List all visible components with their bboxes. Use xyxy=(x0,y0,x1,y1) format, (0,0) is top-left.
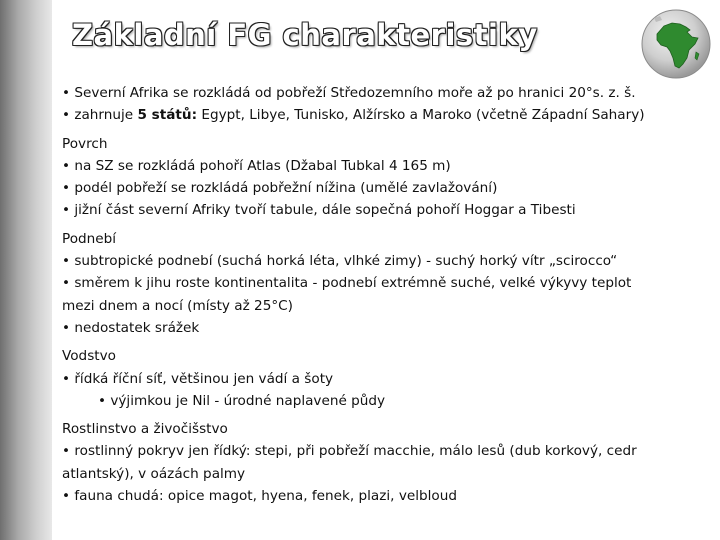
section-heading-vodstvo: Vodstvo xyxy=(62,348,116,365)
podnebi-item: • subtropické podnebí (suchá horká léta, vlhké zimy) - suchý horký vítr „scirocco“ xyxy=(62,253,618,270)
intro-item-2-rest: Egypt, Libye, Tunisko, Alžírsko a Maroko (včetně Západní Sahary) xyxy=(197,107,645,124)
podnebi-item: • směrem k jihu roste kontinentalita - podnebí extrémně suché, velké výkyvy teplot xyxy=(62,275,632,292)
rostlinstvo-item: atlantský), v oázách palmy xyxy=(62,465,246,482)
main-content xyxy=(62,82,714,507)
vodstvo-item: • řídká říční síť, většinou jen vádí a šoty xyxy=(62,370,334,387)
vodstvo-subitem: • výjimkou je Nil - úrodné naplavené půdy xyxy=(98,392,386,409)
page-title: Základní FG charakteristiky xyxy=(72,18,538,52)
sidebar-decoration xyxy=(0,0,52,540)
podnebi-item: • nedostatek srážek xyxy=(62,319,200,336)
povrch-item: • podél pobřeží se rozkládá pobřežní nížina (umělé zavlažování) xyxy=(62,180,498,197)
intro-item-2-bold: 5 států: xyxy=(137,107,198,124)
povrch-item: • na SZ se rozkládá pohoří Atlas (Džabal Tubkal 4 165 m) xyxy=(62,157,451,174)
section-heading-podnebi: Podnebí xyxy=(62,230,117,247)
africa-globe-icon xyxy=(640,8,712,80)
section-podnebi xyxy=(62,228,714,339)
intro-item-2 xyxy=(62,104,714,126)
intro-item-1: • Severní Afrika se rozkládá od pobřeží Středozemního moře až po hranici 20°s. z. š. xyxy=(62,85,636,101)
section-povrch xyxy=(62,133,714,222)
intro-item-2-prefix: • zahrnuje xyxy=(62,107,138,124)
rostlinstvo-item: • fauna chudá: opice magot, hyena, fenek, plazi, velbloud xyxy=(62,488,457,505)
section-heading-povrch: Povrch xyxy=(62,135,108,152)
section-vodstvo xyxy=(62,345,714,412)
rostlinstvo-item: • rostlinný pokryv jen řídký: stepi, při pobřeží macchie, málo lesů (dub korkový, cedr xyxy=(62,443,637,460)
section-rostlinstvo xyxy=(62,418,714,507)
povrch-item: • jižní část severní Afriky tvoří tabule, dále sopečná pohoří Hoggar a Tibesti xyxy=(62,202,576,219)
podnebi-item: mezi dnem a nocí (místy až 25°C) xyxy=(62,297,293,314)
section-heading-rostlinstvo: Rostlinstvo a živočišstvo xyxy=(62,421,228,438)
